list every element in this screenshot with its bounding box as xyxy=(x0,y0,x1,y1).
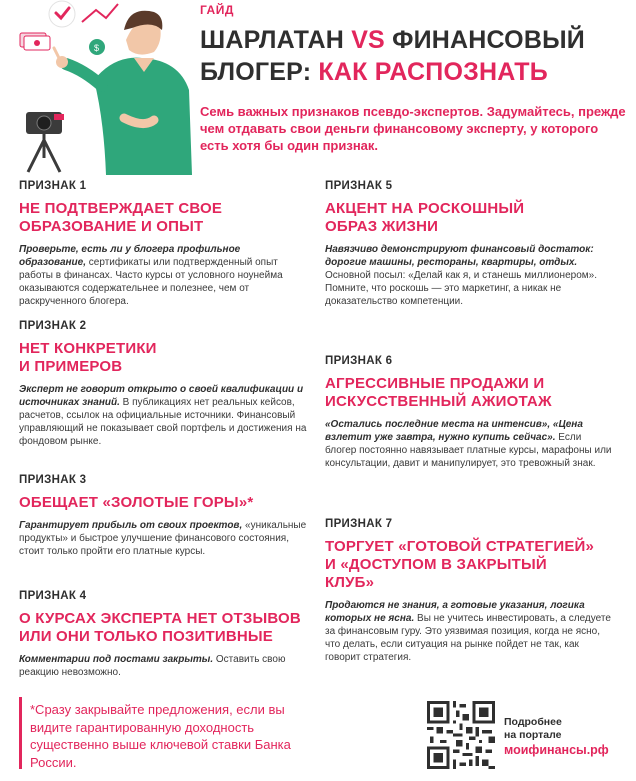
sign-body-bold: Комментарии под постами закрыты. xyxy=(19,654,214,665)
sign-1 xyxy=(19,180,309,309)
sign-4 xyxy=(19,590,309,680)
sign-title-line: КЛУБ» xyxy=(325,574,375,591)
sign-title xyxy=(325,375,615,411)
sign-label: ПРИЗНАК 2 xyxy=(19,320,87,332)
sign-title-line: АГРЕССИВНЫЕ ПРОДАЖИ И xyxy=(325,375,545,392)
sign-body-bold: Проверьте, есть ли у блогера профильное образование, xyxy=(19,244,241,268)
sign-6 xyxy=(325,355,615,471)
sign-title-line: АКЦЕНТ НА РОСКОШНЫЙ xyxy=(325,200,525,217)
guide-label: ГАЙД xyxy=(200,3,234,17)
sign-title-line: НЕ ПОДТВЕРЖДАЕТ СВОЕ xyxy=(19,200,223,217)
sign-body-bold: Навязчиво демонстрируют финансовый достаток: дорогие машины, рестораны, квартиры, отдых. xyxy=(325,244,594,268)
sign-body xyxy=(19,654,309,680)
sign-label: ПРИЗНАК 7 xyxy=(325,518,393,530)
title-line2-part-1: БЛОГЕР: xyxy=(200,58,319,86)
footnote-accent-bar xyxy=(19,697,22,769)
hero-section xyxy=(0,0,636,170)
sign-title-line: ОБРАЗОВАНИЕ И ОПЫТ xyxy=(19,218,204,235)
sign-body-text: «уникальные продукты» и быстрое улучшение финансового состояния, стоит только пройти его платные курсы. xyxy=(19,520,307,557)
sign-title xyxy=(19,610,309,646)
sign-body-text: Основной посыл: «Делай как я, и станешь миллионером». Помните, что роскошь — это маркетинг, а никак не доказательство компетенции. xyxy=(325,269,597,307)
sign-label: ПРИЗНАК 3 xyxy=(19,474,87,486)
sign-label: ПРИЗНАК 6 xyxy=(325,355,393,367)
sign-title-line: И «ДОСТУПОМ В ЗАКРЫТЫЙ xyxy=(325,556,547,573)
portal-label-1: Подробнее xyxy=(504,716,562,728)
sign-body xyxy=(325,419,615,471)
sign-title-line: ТОРГУЕТ «ГОТОВОЙ СТРАТЕГИЕЙ» xyxy=(325,538,595,555)
subtitle: Семь важных признаков псевдо-экспертов. Задумайтесь, прежде чем отдавать свои деньги финансовому эксперту, у которого есть хотя бы один признак. xyxy=(200,104,626,153)
sign-body xyxy=(325,600,615,665)
sign-5 xyxy=(325,180,615,309)
sign-title xyxy=(19,340,309,376)
sign-body-bold: Гарантирует прибыль от своих проектов, xyxy=(19,520,243,531)
sign-title-line: НЕТ КОНКРЕТИКИ xyxy=(19,340,157,357)
sign-body-text: Оставить свою реакцию невозможно. xyxy=(19,654,286,678)
sign-body xyxy=(19,384,309,449)
portal-label-2: на портале xyxy=(504,729,562,741)
title-part-1: ШАРЛАТАН xyxy=(200,26,352,54)
sign-title-line: О КУРСАХ ЭКСПЕРТА НЕТ ОТЗЫВОВ xyxy=(19,610,301,627)
sign-title-line: И ПРИМЕРОВ xyxy=(19,358,123,375)
sign-body-text: сертификаты или подтвержденный опыт работы в финансах. Часто курсы от условного ноунейма оказываются содержательнее и полезнее, чем от раскрученного блогера. xyxy=(19,256,283,307)
sign-title xyxy=(19,494,309,512)
sign-body xyxy=(325,244,615,309)
sign-title-line: ОБРАЗ ЖИЗНИ xyxy=(325,218,439,235)
footnote: *Сразу закрывайте предложения, если вы видите гарантированную доходность существенно выше ключевой ставки Банка России. xyxy=(30,702,291,770)
title-vs: VS xyxy=(351,26,385,54)
sign-title-line: ОБЕЩАЕТ «ЗОЛОТЫЕ ГОРЫ»* xyxy=(19,494,254,511)
sign-title xyxy=(19,200,309,236)
sign-label: ПРИЗНАК 4 xyxy=(19,590,87,602)
sign-2 xyxy=(19,320,309,449)
sign-title xyxy=(325,200,615,236)
sign-body xyxy=(19,244,309,309)
sign-body xyxy=(19,520,309,559)
sign-body-text: Если блогер постоянно навязывает платные курсы, марафоны или консультации, давит и манипулирует, это тревожный знак. xyxy=(325,431,612,469)
sign-label: ПРИЗНАК 5 xyxy=(325,180,393,192)
sign-label: ПРИЗНАК 1 xyxy=(19,180,87,192)
page-title xyxy=(200,24,630,88)
sign-title-line: ИЛИ ОНИ ТОЛЬКО ПОЗИТИВНЫЕ xyxy=(19,628,274,645)
sign-body-text: В публикациях нет реальных кейсов, расчетов, ссылок на официальные источники. Финансовый управляющий не показывает свой портфель и достижения на фондовом рынке. xyxy=(19,396,307,447)
sign-body-bold: Эксперт не говорит открыто о своей квалификации и источниках знаний. xyxy=(19,384,304,408)
sign-body-bold: «Остались последние места на интенсив», «Цена взлетит уже завтра, нужно купить сейчас». xyxy=(325,419,583,443)
sign-7 xyxy=(325,518,615,665)
qr-code-icon[interactable] xyxy=(427,701,495,769)
sign-title-line: ИСКУССТВЕННЫЙ АЖИОТАЖ xyxy=(325,393,552,410)
title-line2-part-2: КАК РАСПОЗНАТЬ xyxy=(318,58,548,86)
svg-text:$: $ xyxy=(94,43,100,53)
portal-info xyxy=(504,716,634,758)
sign-body-text: Вы не учитесь инвестировать, а следуете за финансовым гуру. Это уязвимая позиция, когда не ясно, что делать, если ситуация на рынке пойдет не так, как говорит стратегия. xyxy=(325,612,611,663)
sign-title xyxy=(325,538,615,592)
title-part-2: ФИНАНСОВЫЙ xyxy=(384,26,585,54)
portal-link[interactable]: моифинансы.рф xyxy=(504,743,609,757)
sign-body-bold: Продаются не знания, а готовые указания, логика которых не ясна. xyxy=(325,600,585,624)
blogger-with-camera-illustration xyxy=(14,0,194,175)
sign-3 xyxy=(19,474,309,559)
